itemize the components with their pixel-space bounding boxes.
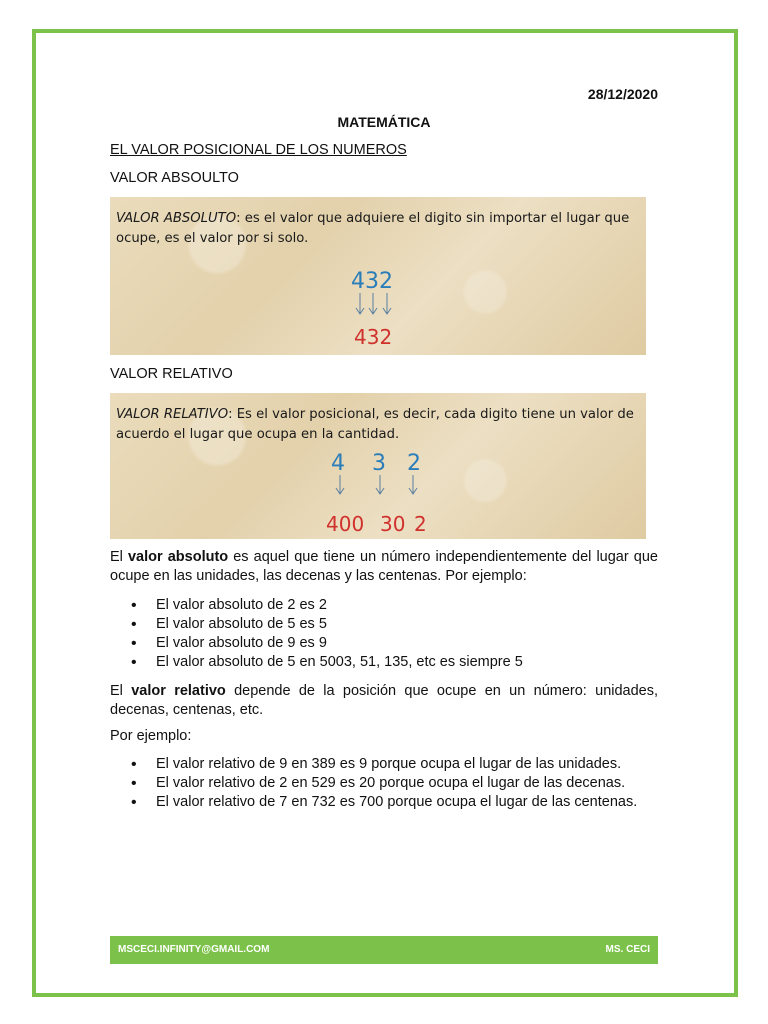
relative-value-tens: 30 bbox=[380, 512, 406, 536]
relative-examples-list bbox=[110, 755, 658, 812]
relative-value-units: 2 bbox=[414, 512, 427, 536]
relative-value-card bbox=[110, 393, 646, 539]
absolute-paragraph-bold: valor absoluto bbox=[127, 549, 229, 565]
list-item: • El valor absoluto de 5 es 5 bbox=[110, 615, 658, 634]
relative-digit-hundreds: 4 bbox=[331, 451, 345, 476]
relative-paragraph-pre: El bbox=[110, 683, 132, 699]
absolute-term: VALOR ABSOLUTO bbox=[116, 211, 237, 226]
relative-digit-units: 2 bbox=[407, 451, 421, 476]
absolute-bottom-number: 432 bbox=[354, 325, 393, 349]
absolute-paragraph-post: es aquel que tiene un número independientemente del lugar que ocupe en las unidades, las decenas y las centenas. Por ejemplo: bbox=[110, 549, 658, 584]
footer-author: MS. CECI bbox=[605, 944, 650, 955]
list-item: • El valor relativo de 9 en 389 es 9 porque ocupa el lugar de las unidades. bbox=[110, 755, 658, 774]
absolute-examples-list bbox=[110, 596, 658, 672]
absolute-heading: VALOR ABSOULTO bbox=[110, 170, 239, 186]
relative-digit-tens: 3 bbox=[372, 451, 386, 476]
relative-definition bbox=[116, 405, 640, 445]
page-title: MATEMÁTICA bbox=[337, 114, 431, 130]
list-item: • El valor relativo de 2 en 529 es 20 porque ocupa el lugar de las decenas. bbox=[110, 774, 658, 793]
relative-paragraph-bold: valor relativo bbox=[131, 683, 226, 699]
list-item: • El valor absoluto de 9 es 9 bbox=[110, 634, 658, 653]
relative-paragraph-post: depende de la posición que ocupe en un número: unidades, decenas, centenas, etc. bbox=[110, 683, 659, 718]
absolute-paragraph-pre: El bbox=[110, 549, 128, 565]
relative-paragraph bbox=[110, 682, 658, 720]
relative-heading: VALOR RELATIVO bbox=[110, 366, 233, 382]
absolute-paragraph bbox=[110, 548, 658, 586]
absolute-definition-text: : es el valor que adquiere el digito sin importar el lugar que ocupe, es el valor por si solo. bbox=[116, 211, 630, 246]
down-arrows-icon bbox=[332, 475, 422, 497]
subtitle: EL VALOR POSICIONAL DE LOS NUMEROS bbox=[110, 142, 407, 158]
absolute-value-card bbox=[110, 197, 646, 355]
footer-email: MSCECI.INFINITY@GMAIL.COM bbox=[118, 944, 270, 955]
list-item: • El valor absoluto de 2 es 2 bbox=[110, 596, 658, 615]
relative-term: VALOR RELATIVO bbox=[116, 407, 229, 422]
example-label: Por ejemplo: bbox=[110, 728, 192, 744]
absolute-definition bbox=[116, 209, 640, 249]
list-item: • El valor absoluto de 5 en 5003, 51, 135, etc es siempre 5 bbox=[110, 653, 658, 672]
relative-value-hundreds: 400 bbox=[326, 512, 365, 536]
relative-definition-text: : Es el valor posicional, es decir, cada digito tiene un valor de acuerdo el lugar que ocupa en la cantidad. bbox=[116, 407, 634, 442]
down-arrows-icon bbox=[355, 293, 395, 317]
list-item: • El valor relativo de 7 en 732 es 700 porque ocupa el lugar de las centenas. bbox=[110, 793, 658, 812]
date: 28/12/2020 bbox=[587, 86, 658, 102]
absolute-top-number: 432 bbox=[351, 269, 393, 294]
footer-bar bbox=[110, 936, 658, 964]
